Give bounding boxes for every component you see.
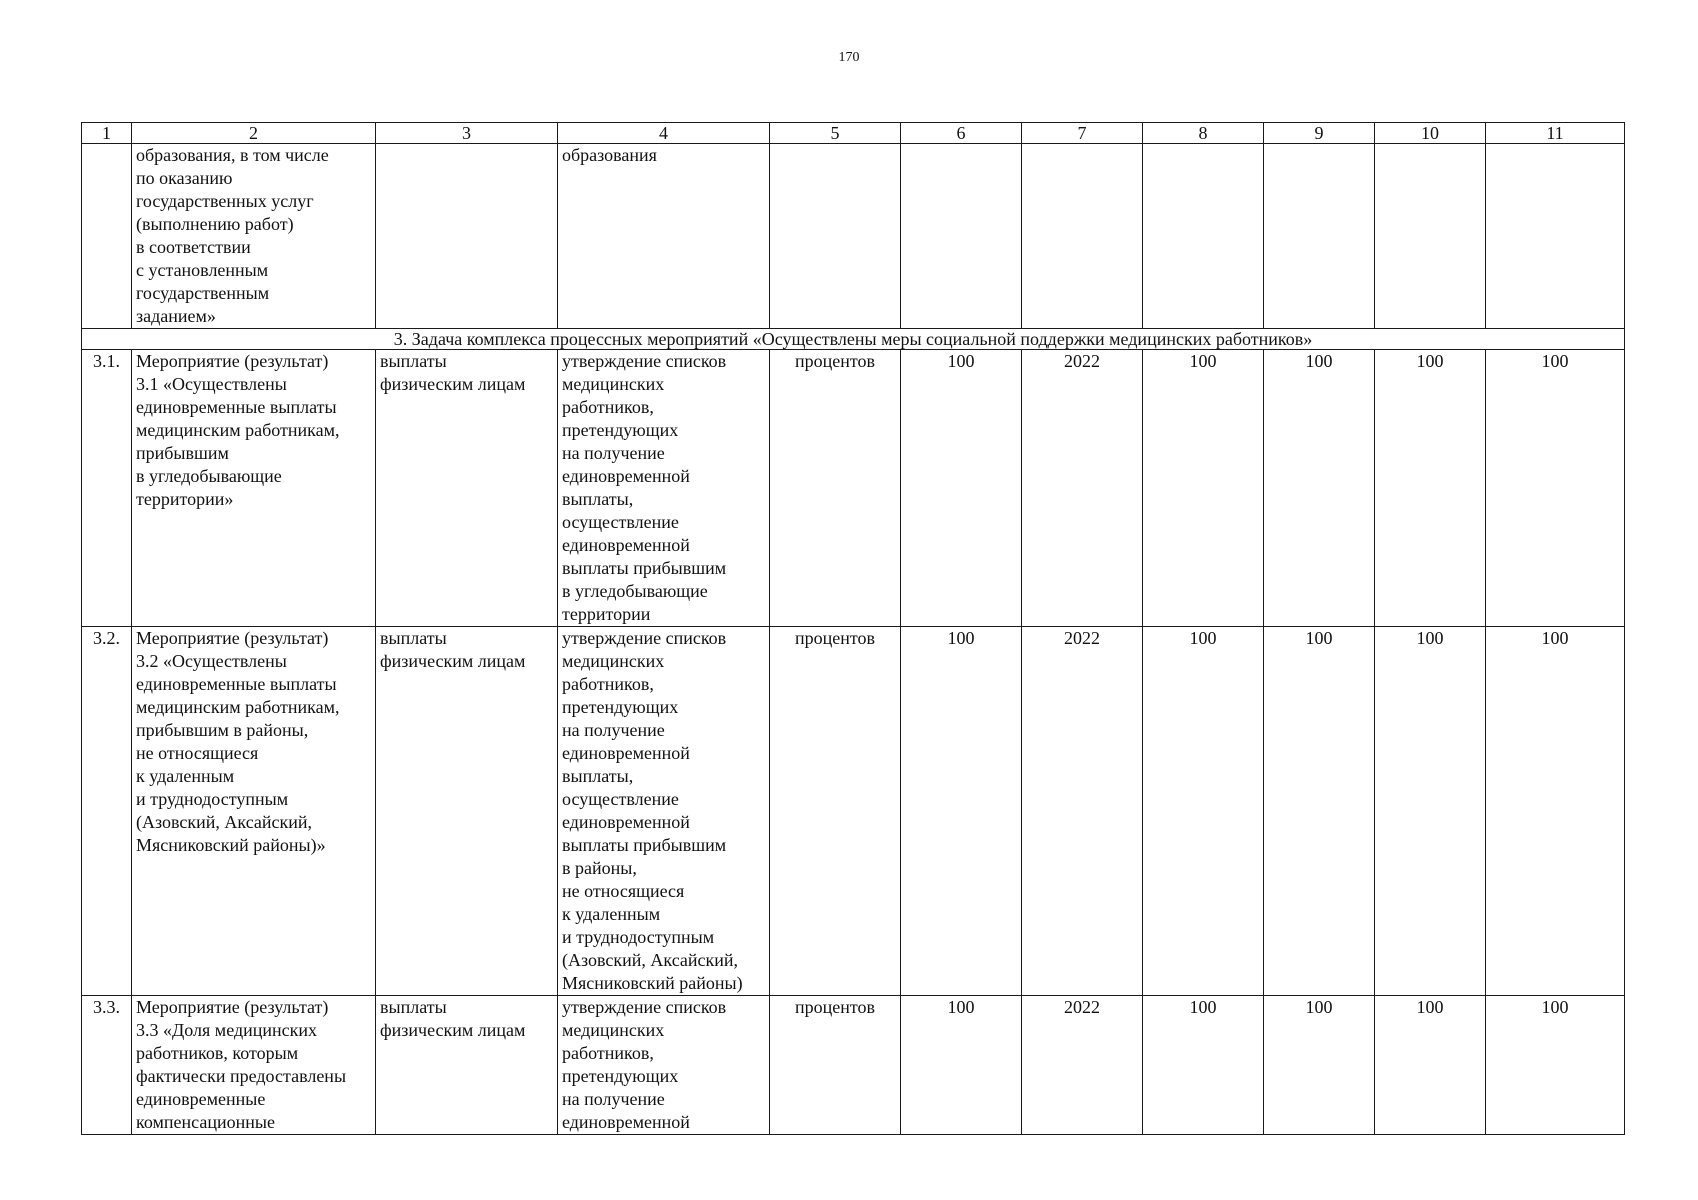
value-cell: 100 bbox=[1486, 350, 1625, 627]
column-number: 5 bbox=[770, 123, 901, 144]
measure-name-cell: Мероприятие (результат) 3.3 «Доля медицинских работников, которым фактически предоставлены единовременные компенсационные bbox=[132, 996, 376, 1135]
row-number-cell: 3.2. bbox=[82, 627, 132, 996]
section-title: 3. Задача комплекса процессных мероприятий «Осуществлены меры социальной поддержки медицинских работников» bbox=[82, 329, 1625, 350]
unit-cell bbox=[770, 144, 901, 329]
value-cell: 100 bbox=[1264, 996, 1375, 1135]
row-number-cell bbox=[82, 144, 132, 329]
table-row bbox=[82, 350, 1625, 627]
base-value-cell bbox=[901, 144, 1022, 329]
measure-type-cell: выплаты физическим лицам bbox=[376, 996, 558, 1135]
base-value-cell: 100 bbox=[901, 627, 1022, 996]
measure-name-cell: образования, в том числе по оказанию государственных услуг (выполнению работ) в соответствии с установленным государственным заданием» bbox=[132, 144, 376, 329]
value-cell bbox=[1143, 144, 1264, 329]
column-number: 7 bbox=[1022, 123, 1143, 144]
table-row bbox=[82, 996, 1625, 1135]
measures-table bbox=[81, 122, 1625, 1135]
description-cell: образования bbox=[558, 144, 770, 329]
value-cell bbox=[1486, 144, 1625, 329]
value-cell: 100 bbox=[1375, 627, 1486, 996]
base-year-cell bbox=[1022, 144, 1143, 329]
value-cell: 100 bbox=[1375, 996, 1486, 1135]
measure-name-cell: Мероприятие (результат) 3.1 «Осуществлены единовременные выплаты медицинским работникам, прибывшим в угледобывающие территории» bbox=[132, 350, 376, 627]
column-number: 3 bbox=[376, 123, 558, 144]
section-row bbox=[82, 329, 1625, 350]
page-number: 170 bbox=[838, 50, 860, 65]
column-number: 9 bbox=[1264, 123, 1375, 144]
value-cell: 100 bbox=[1375, 350, 1486, 627]
column-number: 1 bbox=[82, 123, 132, 144]
value-cell: 100 bbox=[1143, 350, 1264, 627]
value-cell bbox=[1264, 144, 1375, 329]
measure-type-cell: выплаты физическим лицам bbox=[376, 627, 558, 996]
column-number: 2 bbox=[132, 123, 376, 144]
base-year-cell: 2022 bbox=[1022, 350, 1143, 627]
row-number-cell: 3.3. bbox=[82, 996, 132, 1135]
value-cell: 100 bbox=[1143, 627, 1264, 996]
continuation-row bbox=[82, 144, 1625, 329]
base-value-cell: 100 bbox=[901, 350, 1022, 627]
column-number-row bbox=[82, 123, 1625, 144]
unit-cell: процентов bbox=[770, 996, 901, 1135]
base-year-cell: 2022 bbox=[1022, 627, 1143, 996]
value-cell: 100 bbox=[1486, 996, 1625, 1135]
description-cell: утверждение списков медицинских работников, претендующих на получение единовременной bbox=[558, 996, 770, 1135]
column-number: 6 bbox=[901, 123, 1022, 144]
description-cell: утверждение списков медицинских работников, претендующих на получение единовременной выплаты, осуществление единовременной выплаты прибывшим в районы, не относящиеся к удаленным и труднодоступным (Азовский, Аксайский, Мясниковский районы) bbox=[558, 627, 770, 996]
measure-type-cell bbox=[376, 144, 558, 329]
value-cell: 100 bbox=[1264, 350, 1375, 627]
column-number: 10 bbox=[1375, 123, 1486, 144]
column-number: 8 bbox=[1143, 123, 1264, 144]
measure-name-cell: Мероприятие (результат) 3.2 «Осуществлены единовременные выплаты медицинским работникам, прибывшим в районы, не относящиеся к удаленным и труднодоступным (Азовский, Аксайский, Мясниковский районы)» bbox=[132, 627, 376, 996]
table-row bbox=[82, 627, 1625, 996]
value-cell bbox=[1375, 144, 1486, 329]
description-cell: утверждение списков медицинских работников, претендующих на получение единовременной выплаты, осуществление единовременной выплаты прибывшим в угледобывающие территории bbox=[558, 350, 770, 627]
value-cell: 100 bbox=[1486, 627, 1625, 996]
column-number: 4 bbox=[558, 123, 770, 144]
base-year-cell: 2022 bbox=[1022, 996, 1143, 1135]
measure-type-cell: выплаты физическим лицам bbox=[376, 350, 558, 627]
column-number: 11 bbox=[1486, 123, 1625, 144]
value-cell: 100 bbox=[1264, 627, 1375, 996]
value-cell: 100 bbox=[1143, 996, 1264, 1135]
row-number-cell: 3.1. bbox=[82, 350, 132, 627]
unit-cell: процентов bbox=[770, 627, 901, 996]
base-value-cell: 100 bbox=[901, 996, 1022, 1135]
unit-cell: процентов bbox=[770, 350, 901, 627]
